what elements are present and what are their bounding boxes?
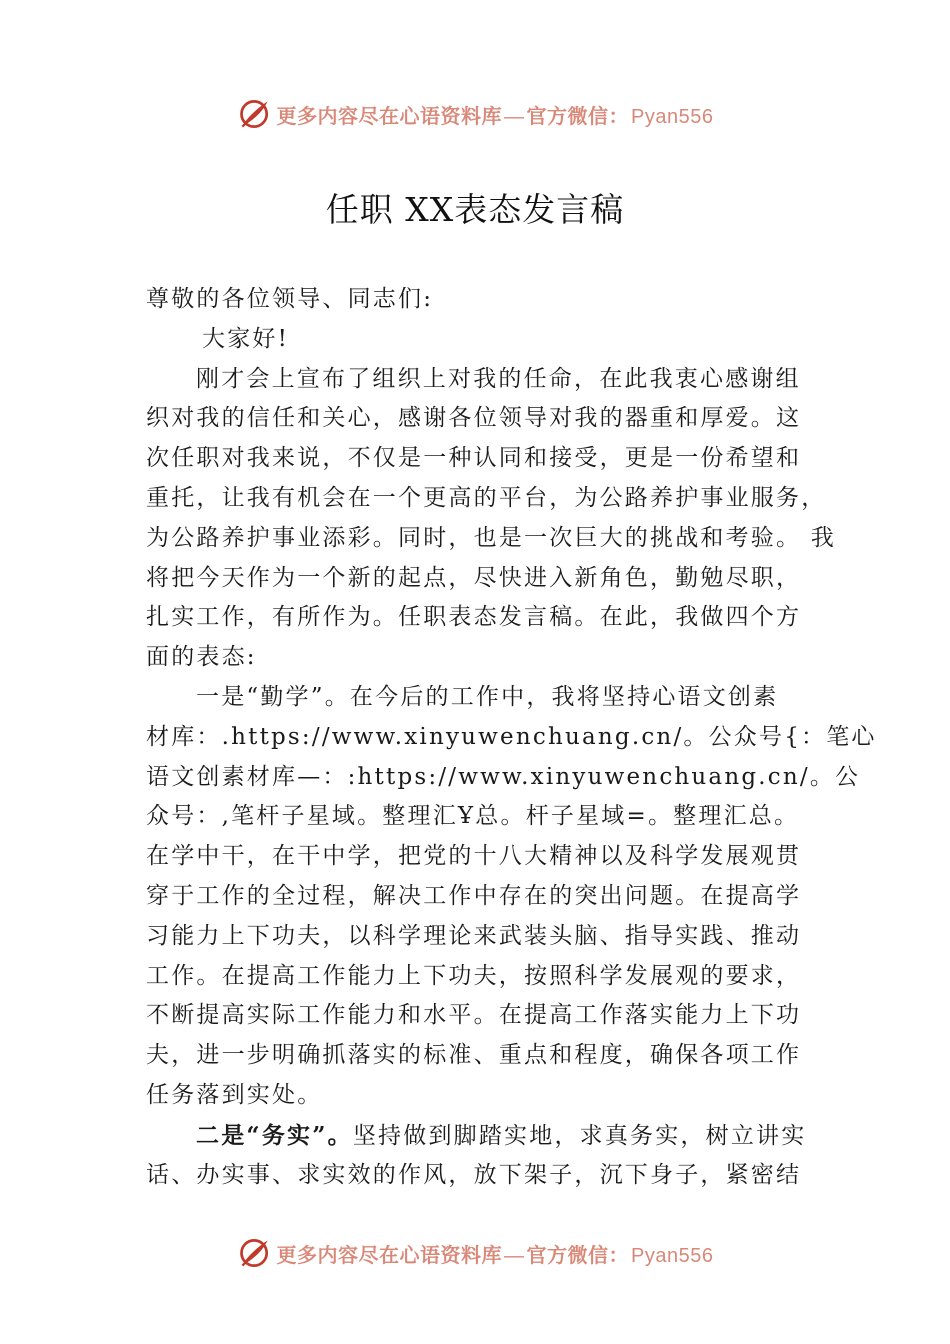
watermark-label: 官方微信： <box>526 1242 630 1267</box>
document-body <box>146 280 877 1195</box>
body-line: 在学中干，在干中学，把党的十八大精神以及科学发展观贯 <box>146 843 802 870</box>
footer-watermark <box>0 1231 950 1275</box>
body-line: 次任职对我来说，不仅是一种认同和接受，更是一份希望和 <box>146 445 802 472</box>
body-line: 语文创素材库—：:https://www.xinyuwenchuang.cn/。公 <box>146 763 861 790</box>
quill-logo-icon <box>237 96 273 132</box>
body-line: 将把今天作为一个新的起点，尽快进入新角色，勤勉尽职， <box>146 564 802 591</box>
quill-logo-icon <box>237 1235 273 1271</box>
body-line: 面的表态: <box>146 644 257 671</box>
body-line: 话、办实事、求实效的作风，放下架子，沉下身子，紧密结 <box>146 1161 802 1188</box>
document-title: 任职 XX表态发言稿 <box>325 190 625 229</box>
watermark-text: 更多内容尽在心语资料库 <box>276 103 503 128</box>
watermark-dash: — <box>504 1244 525 1267</box>
body-line: 工作。在提高工作能力上下功夫，按照科学发展观的要求， <box>146 962 802 989</box>
salutation-line: 尊敬的各位领导、同志们: <box>146 286 434 312</box>
body-line: 为公路养护事业添彩。同时，也是一次巨大的挑战和考验。 我 <box>146 524 836 551</box>
body-line: 材库：.https://www.xinyuwenchuang.cn/。公众号{：笔心 <box>146 723 877 750</box>
section-text: 坚持做到脚踏实地，求真务实，树立讲实 <box>352 1122 807 1149</box>
body-line: 一是“勤学”。在今后的工作中，我将坚持心语文创素 <box>196 683 779 710</box>
body-line: 习能力上下功夫，以科学理论来武装头脑、指导实践、推动 <box>146 922 802 949</box>
body-line: 穿于工作的全过程，解决工作中存在的突出问题。在提高学 <box>146 882 802 909</box>
body-line: 织对我的信任和关心，感谢各位领导对我的器重和厚爱。这 <box>146 405 802 432</box>
watermark-wechat-id: Pyan556 <box>631 1244 714 1267</box>
body-line: 夫，进一步明确抓落实的标准、重点和程度，确保各项工作 <box>146 1042 802 1069</box>
watermark-dash: — <box>504 105 525 128</box>
section-heading-wushi: 二是“务实”。 <box>196 1121 353 1149</box>
watermark-text: 更多内容尽在心语资料库 <box>276 1242 503 1267</box>
body-line: 众号：,笔杆子星域。整理汇Ұ总。杆子星域=。整理汇总。 <box>146 803 800 830</box>
header-watermark <box>0 92 950 136</box>
body-line: 刚才会上宣布了组织上对我的任命，在此我衷心感谢组 <box>196 365 801 392</box>
greeting-line: 大家好! <box>202 325 290 352</box>
body-line: 重托，让我有机会在一个更高的平台，为公路养护事业服务， <box>146 484 827 511</box>
body-line: 不断提高实际工作能力和水平。在提高工作落实能力上下功 <box>146 1002 802 1029</box>
watermark-wechat-id: Pyan556 <box>631 105 714 128</box>
body-line: 任务落到实处。 <box>146 1081 323 1108</box>
body-line: 扎实工作，有所作为。任职表态发言稿。在此，我做四个方 <box>146 604 802 631</box>
watermark-label: 官方微信： <box>526 103 630 128</box>
body-line <box>146 1116 826 1156</box>
